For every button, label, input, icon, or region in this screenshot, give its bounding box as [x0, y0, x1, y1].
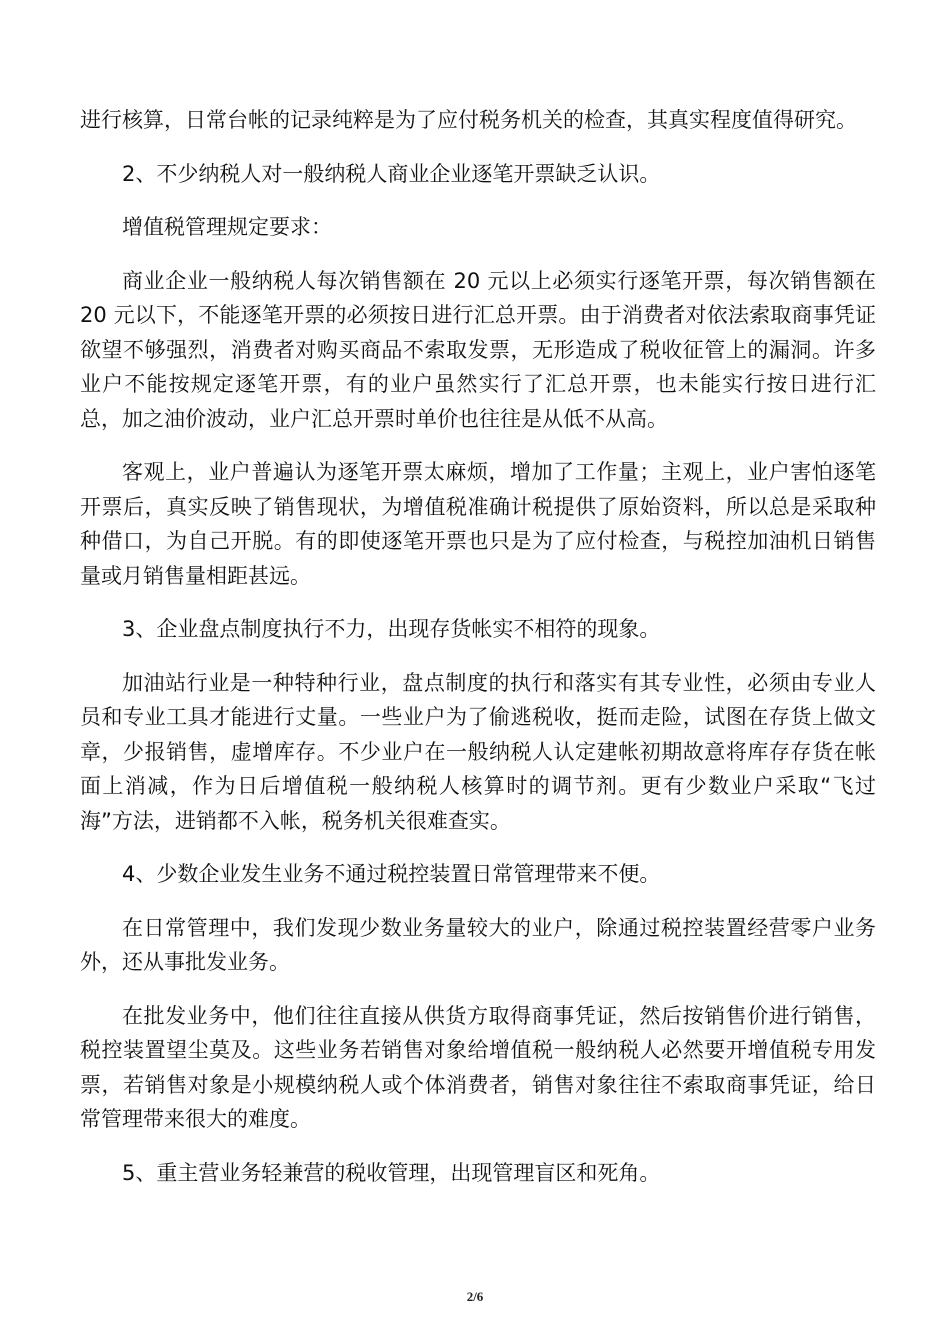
paragraph-objective-subjective: 客观上，业户普遍认为逐笔开票太麻烦，增加了工作量；主观上，业户害怕逐笔开票后，真实反映了销售现状，为增值税准确计税提供了原始资料，所以总是采取种种借口，为自己开脱。有的即使逐笔开票也只是为了应付检查，与税控加油机日销售量或月销售量相距甚远。 — [80, 460, 876, 588]
section-heading-5: 5、重主营业务轻兼营的税收管理，出现管理盲区和死角。 — [122, 1160, 661, 1185]
paragraph-continuation: 进行核算，日常台帐的记录纯粹是为了应付税务机关的检查，其真实程度值得研究。 — [80, 108, 857, 132]
section-heading-2: 2、不少纳税人对一般纳税人商业企业逐笔开票缺乏认识。 — [122, 161, 661, 186]
section-heading-3: 3、企业盘点制度执行不力，出现存货帐实不相符的现象。 — [122, 617, 661, 641]
paragraph-regulation-intro: 增值税管理规定要求： — [122, 215, 332, 239]
section-heading-4: 4、少数企业发生业务不通过税控装置日常管理带来不便。 — [122, 862, 661, 886]
paragraph-wholesale: 在批发业务中，他们往往直接从供货方取得商事凭证，然后按销售价进行销售，税控装置望尘莫及。这些业务若销售对象给增值税一般纳税人必然要开增值税专用发票，若销售对象是小规模纳税人或个体消费者，销售对象往往不索取商事凭证，给日常管理带来很大的难度。 — [80, 1003, 876, 1131]
paragraph-regulation-detail: 商业企业一般纳税人每次销售额在 20 元以上必须实行逐笔开票，每次销售额在 20 元以下，不能逐笔开票的必须按日进行汇总开票。由于消费者对依法索取商事凭证欲望不够强烈，消费者对购买商品不索取发票，无形造成了税收征管上的漏洞。许多业户不能按规定逐笔开票，有的业户虽然实行了汇总开票，也未能实行按日进行汇总，加之油价波动，业户汇总开票时单价也往往是从低不从高。 — [80, 268, 876, 431]
page-number: 2/6 — [466, 1289, 484, 1304]
paragraph-inventory: 加油站行业是一种特种行业，盘点制度的执行和落实有其专业性，必须由专业人员和专业工具才能进行丈量。一些业户为了偷逃税收，挺而走险，试图在存货上做文章，少报销售，虚增库存。不少业户在一般纳税人认定建帐初期故意将库存存货在帐面上消减，作为日后增值税一般纳税人核算时的调节剂。更有少数业户采取“飞过海”方法，进销都不入帐，税务机关很难查实。 — [80, 670, 876, 833]
document-body — [80, 103, 876, 1190]
paragraph-daily-management: 在日常管理中，我们发现少数业务量较大的业户，除通过税控装置经营零户业务外，还从事批发业务。 — [80, 915, 876, 974]
